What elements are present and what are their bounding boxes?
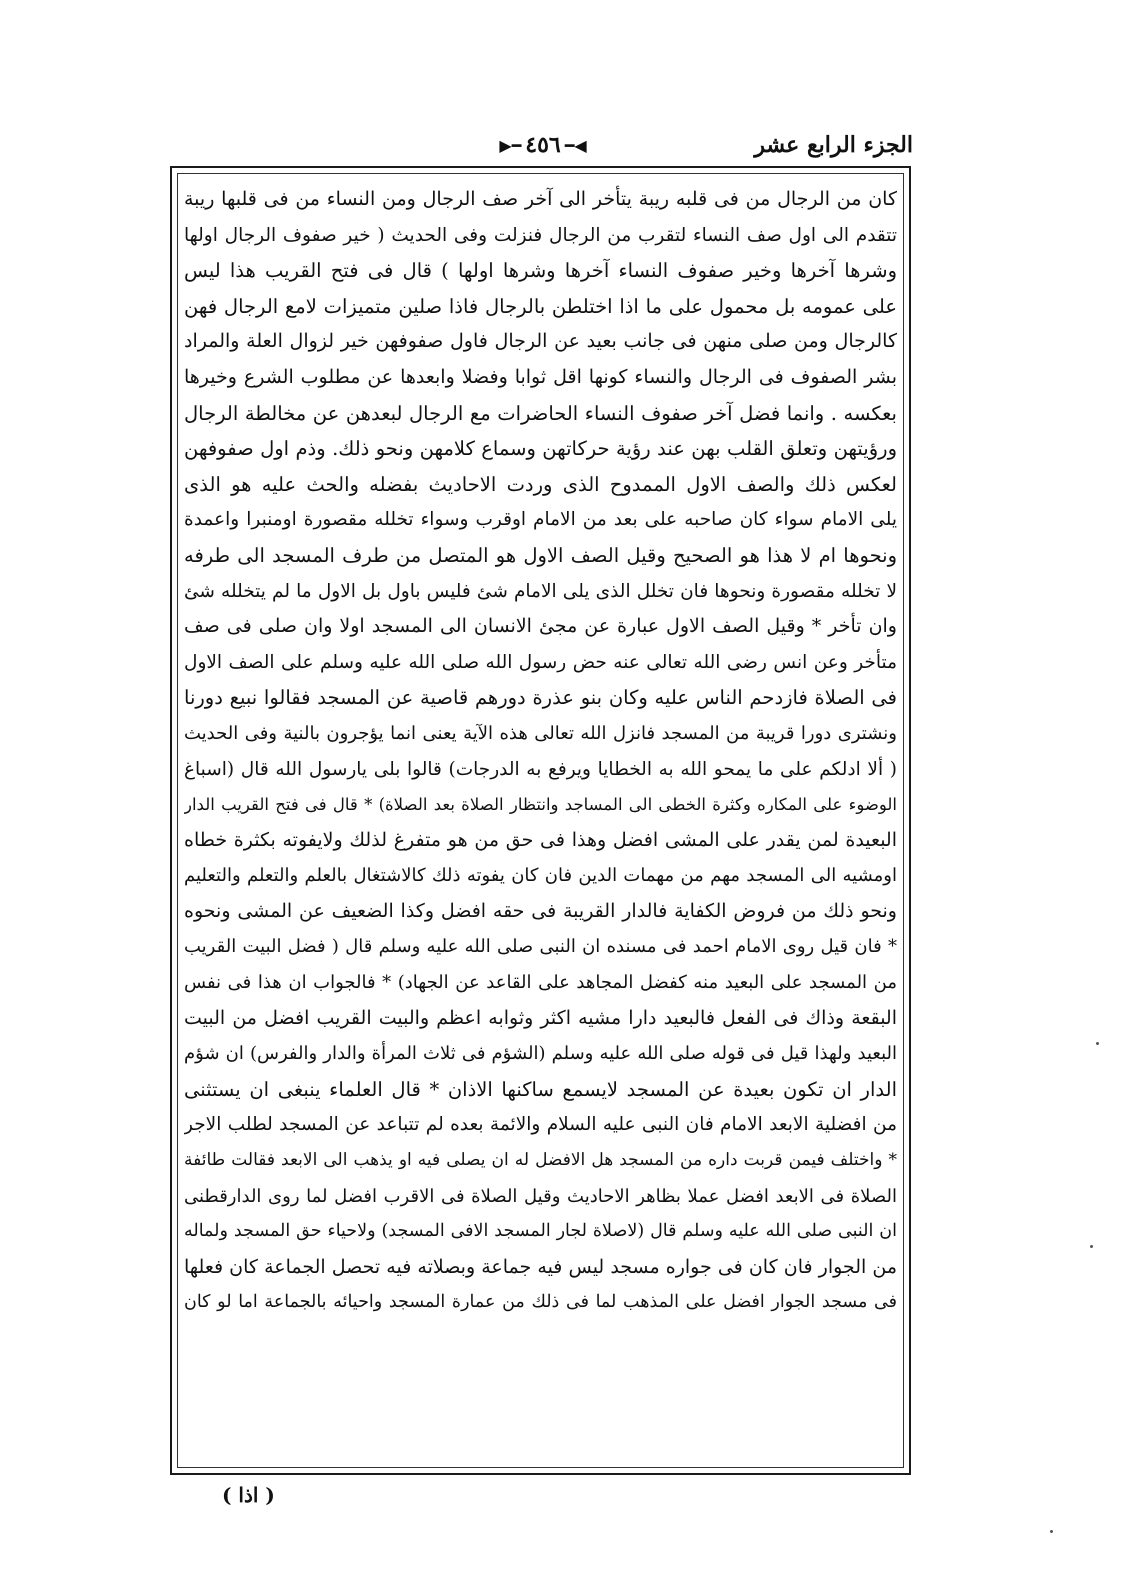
text-line: من المسجد على البعيد منه كفضل المجاهد على القاعد عن الجهاد) * فالجواب ان هذا فى نفس xyxy=(184,972,897,994)
body-text xyxy=(184,182,897,1321)
text-line: ونشترى دورا قريبة من المسجد فانزل الله تعالى هذه الآية يعنى انما يؤجرون بالنية وفى الحديث xyxy=(184,722,897,744)
running-head: الجزء الرابع عشر xyxy=(754,132,913,158)
text-line: يلى الامام سواء كان صاحبه على بعد من الامام اوقرب وسواء تخلله مقصورة اومنبرا واعمدة xyxy=(184,509,897,531)
text-line: الوضوء على المكاره وكثرة الخطى الى المساجد وانتظار الصلاة بعد الصلاة) * قال فى فتح القريب الدار xyxy=(184,795,897,815)
ornament-left-icon: ━▶ xyxy=(499,136,522,155)
text-line: البعيدة لمن يقدر على المشى افضل وهذا فى حق من هو متفرغ لذلك ولايفوته بكثرة خطاه xyxy=(184,828,897,851)
text-line: ( ألا ادلكم على ما يمحو الله به الخطايا ويرفع به الدرجات) قالوا بلى يارسول الله قال (اسباغ xyxy=(184,758,897,780)
text-line: * فان قيل روى الامام احمد فى مسنده ان النبى صلى الله عليه وسلم قال ( فضل البيت القريب xyxy=(184,936,897,958)
text-line: من الجوار فان كان فى جواره مسجد ليس فيه جماعة وبصلاته فيه تحصل الجماعة كان فعلها xyxy=(184,1255,897,1278)
text-line: متأخر وعن انس رضى الله تعالى عنه حض رسول الله صلى الله عليه وسلم على الصف الاول xyxy=(184,651,897,673)
text-line: كان من الرجال من فى قلبه ريبة يتأخر الى آخر صف الرجال ومن النساء من فى قلبها ريبة xyxy=(184,188,897,210)
text-line: كالرجال ومن صلى منهن فى جانب بعيد عن الرجال فاول صفوفهن خير لزوال العلة والمراد xyxy=(184,330,897,353)
text-line: لا تخلله مقصورة ونحوها فان تخلل الذى يلى الامام شئ فليس باول بل الاول ما لم يتخلله شئ xyxy=(184,580,897,602)
text-line: بشر الصفوف فى الرجال والنساء كونها اقل ثوابا وفضلا وابعدها عن مطلوب الشرع وخيرها xyxy=(184,365,897,388)
text-line: اومشيه الى المسجد مهم من مهمات الدين فان كان يفوته ذلك كالاشتغال بالعلم والتعلم والتعليم xyxy=(184,865,897,887)
text-line: فى مسجد الجوار افضل على المذهب لما فى ذلك من عمارة المسجد واحيائه بالجماعة اما لو كان xyxy=(184,1292,897,1313)
text-line: وشرها آخرها وخير صفوف النساء آخرها وشرها اولها ) قال فى فتح القريب هذا ليس xyxy=(184,259,897,283)
text-line: وان تأخر * وقيل الصف الاول عبارة عن مجئ الانسان الى المسجد اولا وان صلى فى صف xyxy=(184,615,897,638)
text-line: البعيد ولهذا قيل فى قوله صلى الله عليه وسلم (الشؤم فى ثلاث المرأة والدار والفرس) ان شؤم xyxy=(184,1043,897,1065)
text-line: على عمومه بل محمول على ما اذا اختلطن بالرجال فاذا صلين متميزات لامع الرجال فهن xyxy=(184,294,897,318)
text-line: ونحوها ام لا هذا هو الصحيح وقيل الصف الاول هو المتصل من طرف المسجد الى طرفه xyxy=(184,543,897,567)
catchword: ( اذا ) xyxy=(222,1483,275,1507)
page-number xyxy=(478,130,608,161)
text-line: ورؤيتهن وتعلق القلب بهن عند رؤية حركاتهن وسماع كلامهن ونحو ذلك. وذم اول صفوفهن xyxy=(184,437,897,461)
page-header xyxy=(168,130,913,164)
text-line: البقعة وذاك فى الفعل فالبعيد دارا مشيه اكثر وثوابه اعظم والبيت القريب افضل من البيت xyxy=(184,1006,897,1029)
scan-speck xyxy=(1096,1042,1099,1045)
scan-speck xyxy=(1050,1530,1053,1533)
text-line: الصلاة فى الابعد افضل عملا بظاهر الاحاديث وقيل الصلاة فى الاقرب افضل لما روى الدارقطنى xyxy=(184,1185,897,1207)
text-frame xyxy=(170,166,911,1475)
text-line: ان النبى صلى الله عليه وسلم قال (لاصلاة لجار المسجد الافى المسجد) ولاحياء حق المسجد ولماله xyxy=(184,1221,897,1242)
page-number-value: ٤٥٦ xyxy=(525,132,561,158)
text-line: * واختلف فيمن قربت داره من المسجد هل الافضل له ان يصلى فيه او يذهب الى الابعد فقالت طائفة xyxy=(184,1150,897,1171)
text-line: تتقدم الى اول صف النساء لتقرب من الرجال فنزلت وفى الحديث ( خير صفوف الرجال اولها xyxy=(184,224,897,246)
text-line: ونحو ذلك من فروض الكفاية فالدار القريبة فى حقه افضل وكذا الضعيف عن المشى ونحوه xyxy=(184,899,897,922)
ornament-right-icon: ◀━ xyxy=(564,136,587,155)
text-line: بعكسه . وانما فضل آخر صفوف النساء الحاضرات مع الرجال لبعدهن عن مخالطة الرجال xyxy=(184,401,897,425)
text-line: فى الصلاة فازدحم الناس عليه وكان بنو عذرة دورهم قاصية عن المسجد فقالوا نبيع دورنا xyxy=(184,686,897,710)
scan-speck xyxy=(1090,1245,1093,1248)
text-line: لعكس ذلك والصف الاول الممدوح الذى وردت الاحاديث بفضله والحث عليه هو الذى xyxy=(184,472,897,496)
text-line: من افضلية الابعد الامام فان النبى عليه السلام والائمة بعده لم تتباعد عن المسجد لطلب الاجر xyxy=(184,1114,897,1136)
text-line: الدار ان تكون بعيدة عن المسجد لايسمع ساكنها الاذان * قال العلماء ينبغى ان يستثنى xyxy=(184,1077,897,1101)
